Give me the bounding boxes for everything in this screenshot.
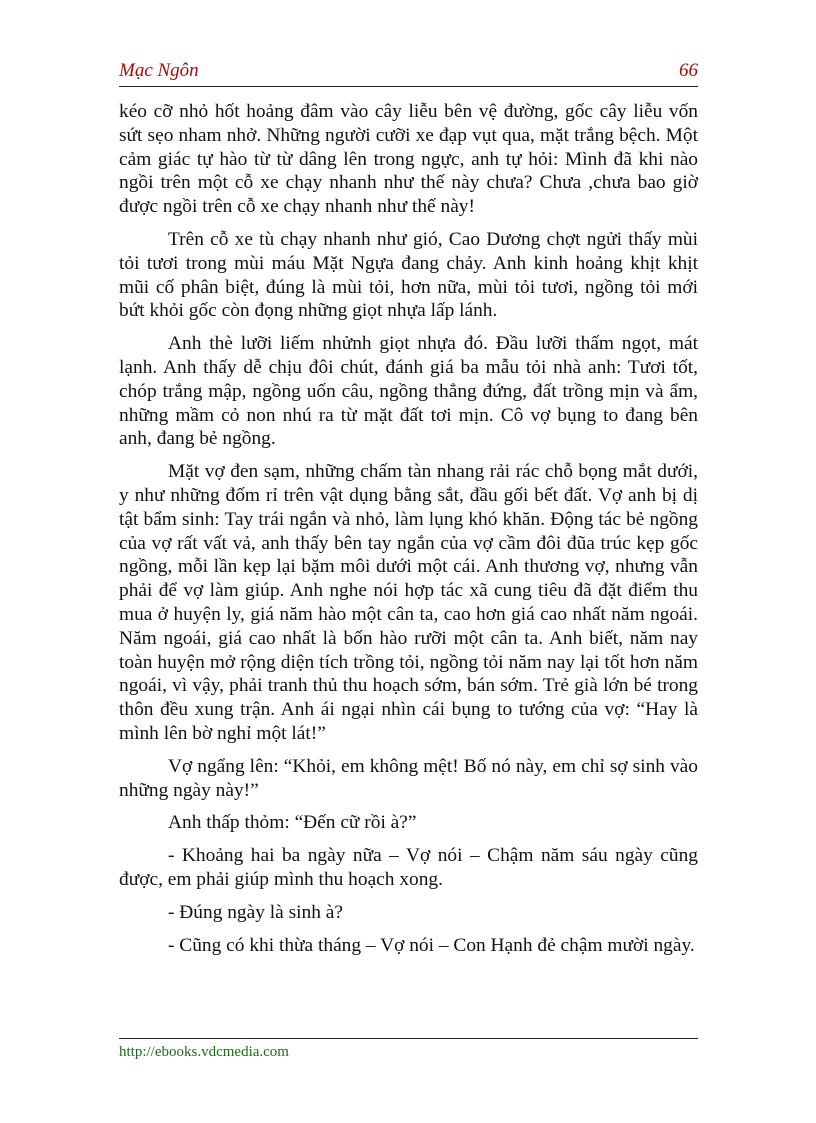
footer-divider [119, 1038, 698, 1039]
paragraph: Trên cỗ xe tù chạy nhanh như gió, Cao Dương chợt ngửi thấy mùi tỏi tươi trong mùi máu Mặt Ngựa đang chảy. Anh kinh hoảng khịt khịt mũi cố phân biệt, đúng là mùi tỏi, hơn nữa, mùi tỏi tươi, ngồng tỏi mới bứt khỏi gốc còn đọng những giọt nhựa lấp lánh. [119, 228, 698, 322]
page-number: 66 [679, 60, 698, 81]
page-header [119, 58, 698, 87]
paragraph: - Cũng có khi thừa tháng – Vợ nói – Con Hạnh đẻ chậm mười ngày. [168, 934, 695, 956]
paragraph: Mặt vợ đen sạm, những chấm tàn nhang rải rác chỗ bọng mắt dưới, y như những đốm rỉ trên vật dụng bằng sắt, đầu gối bết đất. Vợ anh bị dị tật bẩm sinh: Tay trái ngắn và nhỏ, làm lụng khó khăn. Động tác bẻ ngồng của vợ rất vất vả, anh thấy bên tay ngắn của vợ cầm đôi đũa trúc kẹp gốc ngồng, mỗi lần kẹp lại bặm môi dưới một cái. Anh thương vợ, nhưng vẫn phải để vợ làm giúp. Anh nghe nói hợp tác xã cung tiêu đã đặt điểm thu mua ở huyện ly, giá năm hào một cân ta, cao hơn giá cao nhất năm ngoái. Năm ngoái, giá cao nhất là bốn hào rưỡi một cân ta. Anh biết, năm nay toàn huyện mở rộng diện tích trồng tỏi, ngồng tỏi năm nay lại tốt hơn năm ngoái, vì vậy, phải tranh thủ thu hoạch sớm, bán sớm. Trẻ già lớn bé trong thôn đều xung trận. Anh ái ngại nhìn cái bụng to tướng của vợ: “Hay là mình lên bờ nghỉ một lát!” [119, 461, 698, 744]
book-author-title: Mạc Ngôn [119, 60, 199, 81]
paragraph: Anh thấp thỏm: “Đến cữ rồi à?” [168, 812, 417, 834]
paragraph: Anh thè lưỡi liếm nhửnh giọt nhựa đó. Đầu lưỡi thấm ngọt, mát lạnh. Anh thấy dễ chịu đôi chút, đánh giá ba mẫu tỏi nhà anh: Tươi tốt, chóp trắng mập, ngồng uốn câu, ngồng thẳng đứng, đất trồng mịn và ẩm, những mầm cỏ non nhú ra từ mặt đất tơi mịn. Cô vợ bụng to đang bên anh, đang bẻ ngồng. [119, 333, 698, 450]
page-body [119, 100, 698, 966]
footer-url-link[interactable]: http://ebooks.vdcmedia.com [119, 1044, 289, 1060]
paragraph: kéo cỡ nhỏ hốt hoảng đâm vào cây liễu bên vệ đường, gốc cây liễu vốn sứt sẹo nham nhở. Những người cưỡi xe đạp vụt qua, mặt trắng bệch. Một cảm giác tự hào từ từ dâng lên trong ngực, anh tự hỏi: Mình đã khi nào ngồi trên một cỗ xe chạy nhanh như thế này chưa? Chưa ,chưa bao giờ được ngồi trên cỗ xe chạy nhanh như thế này! [119, 101, 698, 218]
paragraph: - Đúng ngày là sinh à? [168, 901, 344, 923]
paragraph: Vợ ngẩng lên: “Khỏi, em không mệt! Bố nó này, em chỉ sợ sinh vào những ngày này!” [119, 755, 698, 801]
paragraph: - Khoảng hai ba ngày nữa – Vợ nói – Chậm năm sáu ngày cũng được, em phải giúp mình thu hoạch xong. [119, 845, 698, 890]
